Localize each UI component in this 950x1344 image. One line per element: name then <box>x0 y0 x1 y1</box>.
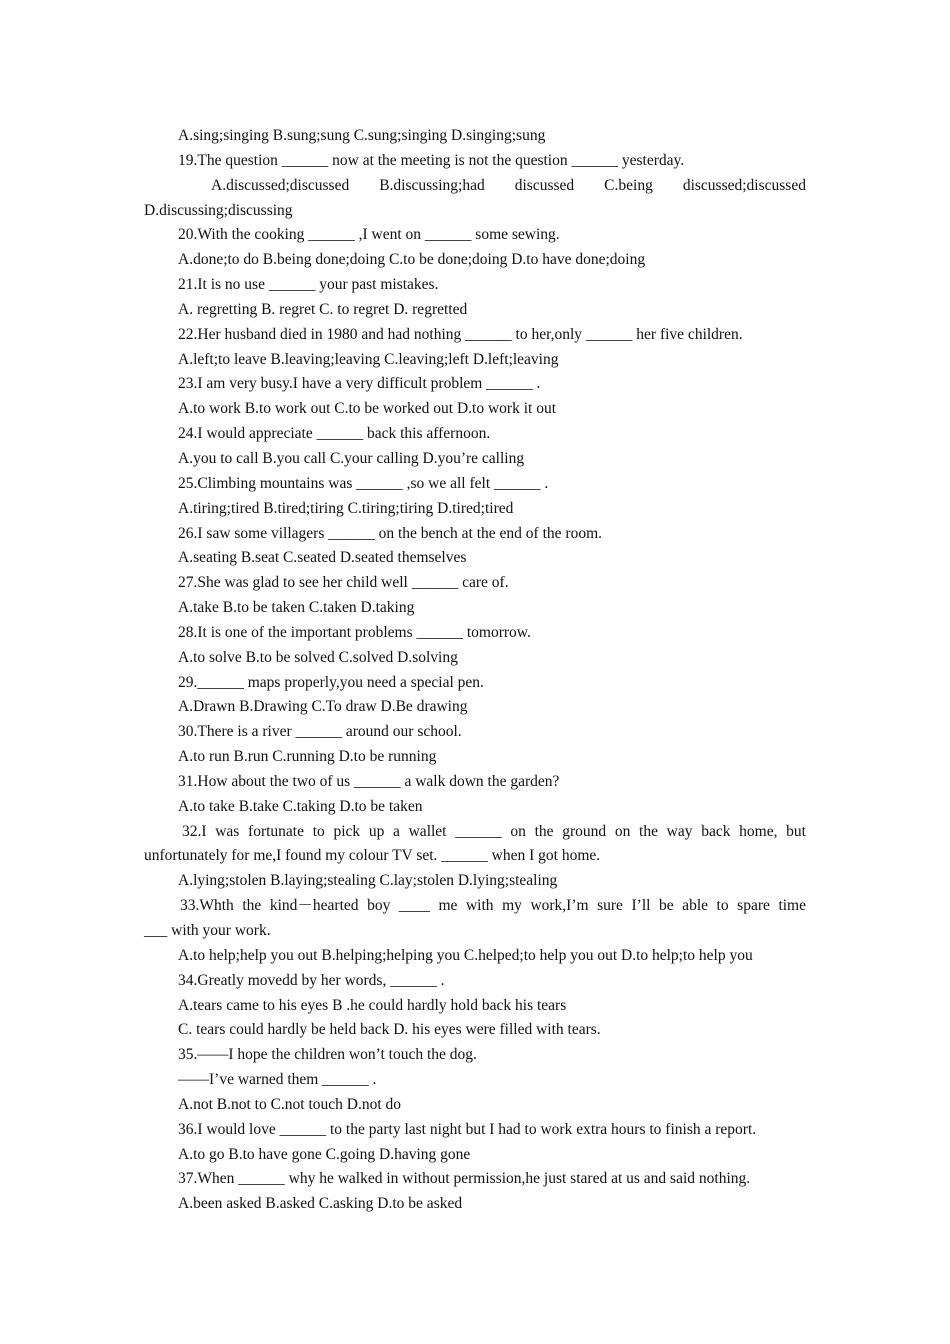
options-q35: A.not B.not to C.not touch D.not do <box>178 1095 402 1113</box>
options-q29: A.Drawn B.Drawing C.To draw D.Be drawing <box>178 698 468 716</box>
question-35-reply: ——I’ve warned them ______ . <box>178 1071 377 1089</box>
options-q24: A.you to call B.you call C.your calling D.you’re calling <box>178 449 525 467</box>
question-21: 21.It is no use ______ your past mistakes. <box>178 276 439 294</box>
options-q21: A. regretting B. regret C. to regret D. regretted <box>178 300 468 318</box>
options-q25: A.tiring;tired B.tired;tiring C.tiring;tiring D.tired;tired <box>178 499 514 517</box>
options-q37: A.been asked B.asked C.asking D.to be asked <box>178 1195 463 1213</box>
question-26: 26.I saw some villagers ______ on the bench at the end of the room. <box>178 524 602 542</box>
options-q18: A.sing;singing B.sung;sung C.sung;singing D.singing;sung <box>178 127 546 144</box>
question-33: 33.Whth the kind－hearted boy ____ me with my work,I’m sure I’ll be able to spare time <box>180 897 806 915</box>
options-q32: A.lying;stolen B.laying;stealing C.lay;stolen D.lying;stealing <box>178 872 558 890</box>
question-33-cont: ___ with your work. <box>144 922 271 939</box>
options-q30: A.to run B.run C.running D.to be running <box>178 748 437 766</box>
question-27: 27.She was glad to see her child well ______ care of. <box>178 574 509 592</box>
option-text: B.discussing;had <box>379 176 485 194</box>
question-34: 34.Greatly movedd by her words, ______ . <box>178 971 445 989</box>
option-text: A.discussed;discussed <box>211 176 350 194</box>
options-q19 <box>144 174 806 199</box>
options-q23: A.to work B.to work out C.to be worked out D.to work it out <box>178 400 557 418</box>
options-q36: A.to go B.to have gone C.going D.having gone <box>178 1145 471 1163</box>
question-30: 30.There is a river ______ around our school. <box>178 723 462 741</box>
options-q33: A.to help;help you out B.helping;helping you C.helped;to help you out D.to help;to help you <box>178 946 753 964</box>
question-29: 29.______ maps properly,you need a special pen. <box>178 673 484 691</box>
options-q27: A.take B.to be taken C.taken D.taking <box>178 599 415 617</box>
question-36: 36.I would love ______ to the party last night but I had to work extra hours to finish a report. <box>178 1120 757 1138</box>
question-31: 31.How about the two of us ______ a walk down the garden? <box>178 772 560 790</box>
options-q20: A.done;to do B.being done;doing C.to be done;doing D.to have done;doing <box>178 251 646 269</box>
question-24: 24.I would appreciate ______ back this affernoon. <box>178 425 491 443</box>
option-text: C.being <box>604 176 653 194</box>
question-28: 28.It is one of the important problems ______ tomorrow. <box>178 623 531 641</box>
question-37: 37.When ______ why he walked in without permission,he just stared at us and said nothing. <box>178 1170 751 1188</box>
question-25: 25.Climbing mountains was ______ ,so we all felt ______ . <box>178 474 549 492</box>
question-32-cont: unfortunately for me,I found my colour TV set. ______ when I got home. <box>144 847 601 865</box>
options-q34-ab: A.tears came to his eyes B .he could hardly hold back his tears <box>178 996 567 1014</box>
option-text: discussed <box>514 176 575 194</box>
options-q28: A.to solve B.to be solved C.solved D.solving <box>178 648 458 666</box>
options-q34-cd: C. tears could hardly be held back D. his eyes were filled with tears. <box>178 1021 601 1039</box>
options-q26: A.seating B.seat C.seated D.seated themselves <box>178 549 467 567</box>
options-q22: A.left;to leave B.leaving;leaving C.leaving;left D.left;leaving <box>178 350 559 368</box>
question-list <box>144 124 806 1217</box>
options-q19-cont: D.discussing;discussing <box>144 201 293 219</box>
option-text: discussed;discussed <box>682 176 806 194</box>
question-22: 22.Her husband died in 1980 and had nothing ______ to her,only ______ her five children. <box>178 325 743 343</box>
question-20: 20.With the cooking ______ ,I went on ______ some sewing. <box>178 226 560 244</box>
options-q31: A.to take B.take C.taking D.to be taken <box>178 797 423 815</box>
question-35: 35.——I hope the children won’t touch the dog. <box>178 1046 477 1064</box>
question-32: 32.I was fortunate to pick up a wallet ______ on the ground on the way back home, but <box>182 822 806 840</box>
question-23: 23.I am very busy.I have a very difficult problem ______ . <box>178 375 541 393</box>
question-19: 19.The question ______ now at the meeting is not the question ______ yesterday. <box>178 151 685 169</box>
